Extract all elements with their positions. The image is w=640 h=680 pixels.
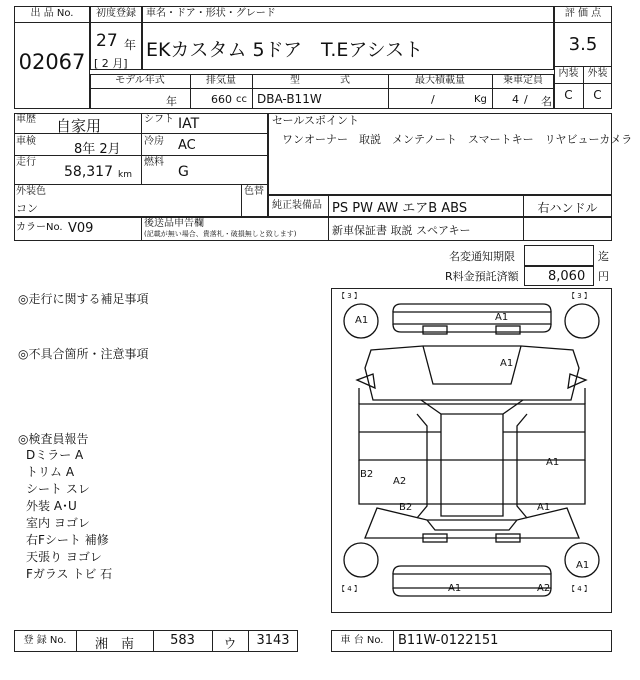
mileage: 58,317 xyxy=(64,164,113,180)
fuel-label: 燃料 xyxy=(144,157,164,168)
first-reg-month: [ 2 月] xyxy=(94,57,128,70)
inspector-note: 室内 ヨゴレ xyxy=(26,516,90,530)
damage-mark: A1 xyxy=(355,315,369,326)
history-label: 車歴 xyxy=(16,114,36,125)
first-reg-year: 27 xyxy=(96,31,118,51)
model-code-label: 型 式 xyxy=(290,75,350,86)
damage-mark: A1 xyxy=(537,502,551,513)
ext-color-label: 外装色 xyxy=(16,186,46,197)
registration-region: 湘 南 xyxy=(94,637,134,652)
capacity: 4 xyxy=(512,93,519,106)
defects-label: ◎不具合箇所・注意事項 xyxy=(18,347,149,361)
chassis-label: 車 台 No. xyxy=(340,635,384,646)
equipment-label: 純正装備品 xyxy=(272,200,322,211)
score-label: 評 価 点 xyxy=(564,8,602,19)
damage-mark: B2 xyxy=(360,469,374,480)
capacity-unit: 名 xyxy=(541,95,552,108)
lot-no-label: 出 品 No. xyxy=(30,8,74,19)
damage-mark: A2 xyxy=(537,583,551,594)
car-title: EKカスタム 5ドア T.Eアシスト xyxy=(146,39,424,61)
ext-color: コン xyxy=(16,202,38,215)
max-load-unit: Kg xyxy=(474,94,487,105)
exterior-label: 外装 xyxy=(587,68,608,79)
registration-kana: ウ xyxy=(223,637,237,652)
aftermarket-label: 後送品申告欄 xyxy=(144,218,204,229)
capacity-slash: / xyxy=(524,93,528,106)
inspector-note: 外装 A･U xyxy=(26,499,77,513)
registration-class: 583 xyxy=(170,633,195,648)
max-load-slash: / xyxy=(431,93,435,106)
damage-mark: A1 xyxy=(448,583,462,594)
shift-label: シフト xyxy=(144,114,174,125)
mileage-unit: km xyxy=(118,170,132,180)
model-code: DBA-B11W xyxy=(257,92,322,106)
fuel: G xyxy=(178,164,189,180)
inspector-note: トリム A xyxy=(26,465,75,479)
damage-mark: B2 xyxy=(399,502,413,513)
interior-label: 内装 xyxy=(558,68,579,79)
corner-top-left: 【 3 】 xyxy=(338,292,361,300)
inspector-note: シート スレ xyxy=(26,482,90,496)
damage-mark: A1 xyxy=(576,560,590,571)
equipment: PS PW AW エアB ABS xyxy=(332,201,468,216)
name-change-suffix: 迄 xyxy=(598,250,609,263)
displacement-label: 排気量 xyxy=(206,75,236,86)
inspector-note: 右Fシート 補修 xyxy=(26,533,109,547)
damage-mark: A1 xyxy=(500,358,514,369)
color-change-label: 色替 xyxy=(244,186,264,197)
recycle-unit: 円 xyxy=(598,270,609,283)
corner-top-right: 【 3 】 xyxy=(568,292,591,300)
name-change-field xyxy=(524,245,594,266)
chassis-number: B11W-0122151 xyxy=(398,633,499,648)
aftermarket-note: (記載が無い場合、貴落札・破損無しと致します) xyxy=(144,230,297,238)
exterior-grade: C xyxy=(593,88,602,102)
inspector-note: Fガラス トビ 石 xyxy=(26,567,113,581)
color-no-label: カラーNo. xyxy=(16,222,63,233)
displacement-unit: cc xyxy=(236,94,247,105)
score-value: 3.5 xyxy=(568,34,598,55)
corner-bottom-right: 【 4 】 xyxy=(568,585,591,593)
color-no: V09 xyxy=(68,221,94,236)
model-year-label: モデル年式 xyxy=(115,75,165,86)
ac: AC xyxy=(178,138,196,153)
first-reg-label: 初度登録 xyxy=(96,8,136,19)
recycle-label: R料金預託済額 xyxy=(445,270,519,283)
inspector-note: 天張り ヨゴレ xyxy=(26,550,102,564)
inspection: 8年 2月 xyxy=(74,142,121,157)
driving-notes-label: ◎走行に関する補足事項 xyxy=(18,292,149,306)
displacement: 660 xyxy=(211,93,232,106)
capacity-label: 乗車定員 xyxy=(503,75,543,86)
max-load-label: 最大積載量 xyxy=(415,75,465,86)
damage-mark: A1 xyxy=(495,312,509,323)
registration-label: 登 録 No. xyxy=(23,635,67,646)
corner-bottom-left: 【 4 】 xyxy=(338,585,361,593)
model-year-unit: 年 xyxy=(166,95,177,108)
lot-no: 02067 xyxy=(18,50,86,74)
damage-mark: A2 xyxy=(393,476,407,487)
registration-number: 3143 xyxy=(256,633,290,648)
interior-grade: C xyxy=(564,88,573,102)
warranty: 新車保証書 取説 スペアキー xyxy=(332,224,471,237)
first-reg-year-unit: 年 xyxy=(124,38,137,52)
mileage-label: 走行 xyxy=(16,157,36,168)
name-change-label: 名変通知期限 xyxy=(449,250,515,263)
steering: 右ハンドル xyxy=(537,201,598,215)
inspector-note: Dミラー A xyxy=(26,448,84,462)
sales-points: ワンオーナー 取説 メンテノート スマートキー リヤビューカメラ xyxy=(282,133,633,146)
shift: IAT xyxy=(178,116,200,132)
ac-label: 冷房 xyxy=(144,136,164,147)
recycle-amount: 8,060 xyxy=(548,269,586,284)
title-label: 車名・ドア・形状・グレード xyxy=(146,8,276,19)
damage-mark: A1 xyxy=(546,457,560,468)
history: 自家用 xyxy=(56,117,102,135)
inspection-label: 車検 xyxy=(16,136,36,147)
car-outline xyxy=(331,288,612,613)
inspector-label: ◎検査員報告 xyxy=(18,432,89,446)
sales-points-label: セールスポイント xyxy=(272,114,360,127)
